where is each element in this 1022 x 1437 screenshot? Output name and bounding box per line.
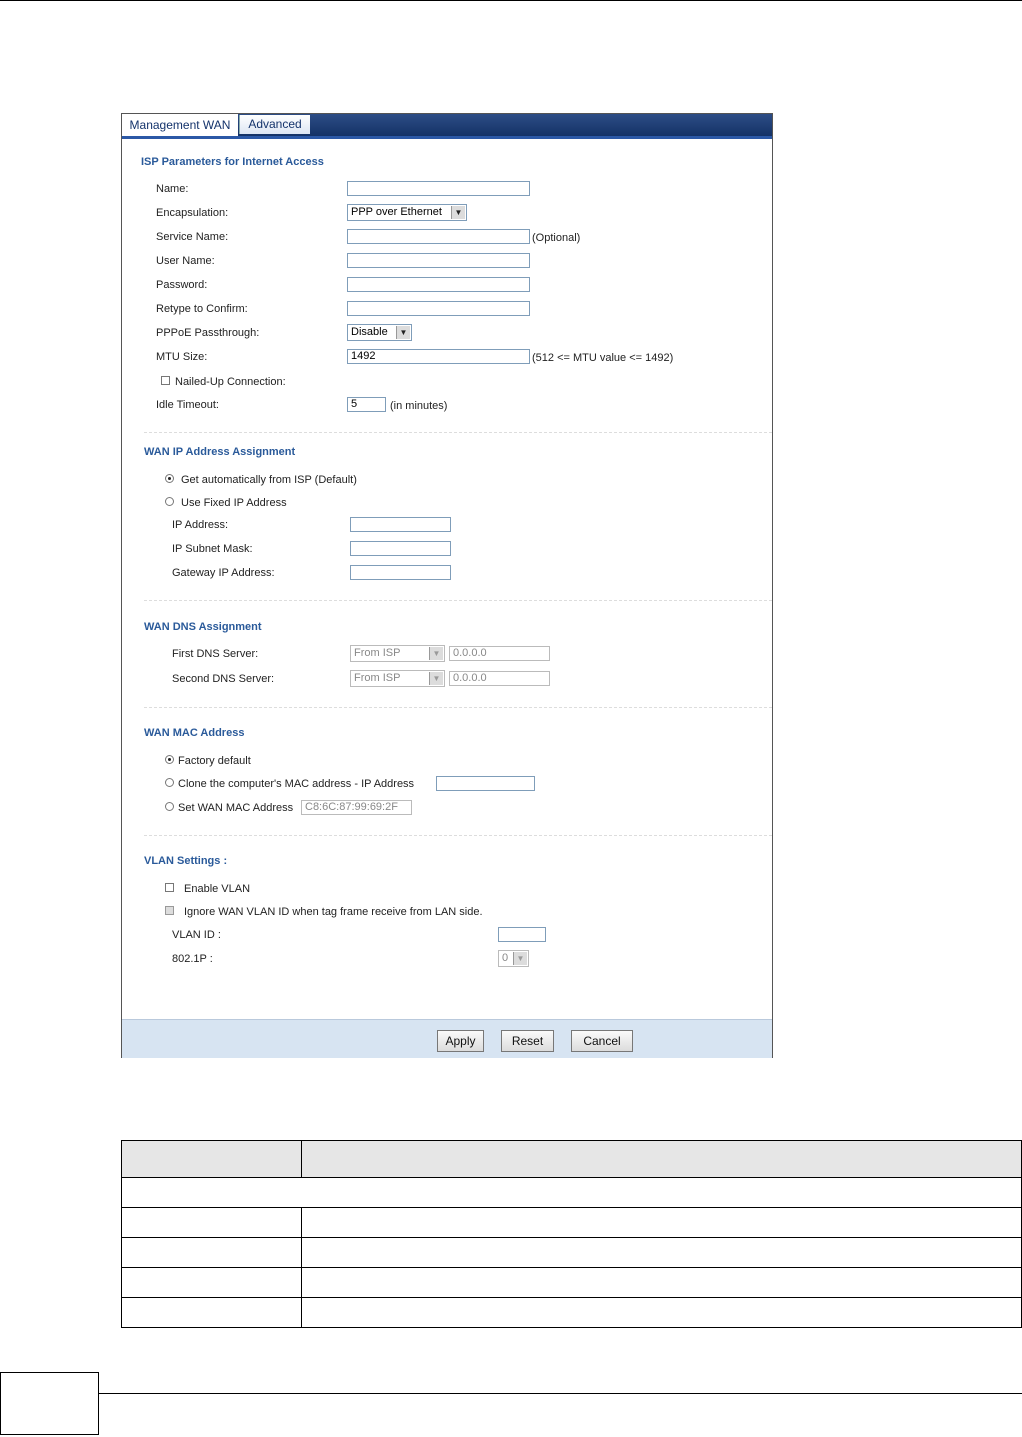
encapsulation-label: Encapsulation: (156, 207, 229, 219)
retype-label: Retype to Confirm: (156, 303, 248, 315)
divider (144, 432, 772, 434)
auto-ip-label: Get automatically from ISP (Default) (181, 474, 357, 486)
enable-vlan-checkbox[interactable] (165, 883, 174, 892)
chevron-down-icon: ▼ (429, 647, 443, 660)
second-dns-label: Second DNS Server: (172, 673, 275, 685)
table-row (122, 1178, 1022, 1208)
name-input[interactable] (347, 181, 530, 196)
ignore-vlan-label: Ignore WAN VLAN ID when tag frame receive from LAN side. (184, 906, 483, 918)
vlan-id-label: VLAN ID : (172, 929, 221, 941)
tab-management-wan[interactable]: Management WAN (122, 114, 238, 136)
table-cell (302, 1268, 1022, 1298)
clone-mac-label: Clone the computer's MAC address - IP Address (178, 778, 415, 790)
table-cell (122, 1208, 302, 1238)
service-name-hint: (Optional) (532, 232, 581, 244)
table-cell (122, 1298, 302, 1328)
tab-underline (122, 136, 772, 139)
table-header-cell (302, 1141, 1022, 1178)
mtu-hint: (512 <= MTU value <= 1492) (532, 352, 674, 364)
table-row (122, 1268, 1022, 1298)
retype-input[interactable] (347, 301, 530, 316)
vlan-id-input[interactable] (498, 927, 546, 942)
clone-mac-radio[interactable] (165, 778, 174, 787)
encapsulation-value: PPP over Ethernet (351, 206, 442, 218)
table-cell (302, 1238, 1022, 1268)
mtu-input[interactable]: 1492 (347, 349, 530, 364)
vlan-section-title: VLAN Settings : (144, 855, 228, 867)
isp-section-title: ISP Parameters for Internet Access (141, 156, 324, 168)
clone-ip-input[interactable] (436, 776, 535, 791)
table-row (122, 1238, 1022, 1268)
set-mac-input[interactable]: C8:6C:87:99:69:2F (301, 800, 412, 815)
idle-timeout-input[interactable]: 5 (347, 397, 386, 412)
page-top-rule (0, 0, 1022, 1)
encapsulation-select[interactable] (347, 204, 467, 221)
gateway-label: Gateway IP Address: (172, 567, 275, 579)
service-name-input[interactable] (347, 229, 530, 244)
first-dns-label: First DNS Server: (172, 648, 259, 660)
set-mac-label: Set WAN MAC Address (178, 802, 294, 814)
password-input[interactable] (347, 277, 530, 292)
idle-timeout-label: Idle Timeout: (156, 399, 219, 411)
ip-address-label: IP Address: (172, 519, 229, 531)
fixed-ip-radio[interactable] (165, 497, 174, 506)
factory-default-label: Factory default (178, 755, 251, 767)
second-dns-mode-select[interactable] (350, 670, 445, 687)
p8021-value: 0 (502, 952, 509, 964)
apply-button[interactable]: Apply (437, 1030, 484, 1052)
field-description-table (121, 1140, 1022, 1328)
table-cell (122, 1178, 1022, 1208)
ip-address-input[interactable] (350, 517, 451, 532)
subnet-mask-label: IP Subnet Mask: (172, 543, 253, 555)
table-row (122, 1208, 1022, 1238)
nailed-up-label: Nailed-Up Connection: (175, 376, 286, 388)
first-dns-input[interactable]: 0.0.0.0 (449, 646, 550, 661)
wan-mac-section-title: WAN MAC Address (144, 727, 245, 739)
divider (144, 707, 772, 709)
name-label: Name: (156, 183, 189, 195)
table-cell (122, 1268, 302, 1298)
first-dns-mode: From ISP (354, 647, 401, 659)
enable-vlan-label: Enable VLAN (184, 883, 251, 895)
wan-ip-section-title: WAN IP Address Assignment (144, 446, 296, 458)
pppoe-passthrough-select[interactable] (347, 324, 412, 341)
wan-settings-panel (121, 113, 773, 1058)
user-name-label: User Name: (156, 255, 215, 267)
divider (144, 600, 772, 602)
table-cell (122, 1238, 302, 1268)
footer-rule (99, 1393, 1022, 1394)
chevron-down-icon: ▼ (396, 326, 410, 339)
p8021-select[interactable] (498, 950, 529, 967)
tab-advanced[interactable]: Advanced (239, 115, 310, 134)
chevron-down-icon: ▼ (513, 952, 527, 965)
chevron-down-icon: ▼ (429, 672, 443, 685)
table-header-row (122, 1141, 1022, 1178)
gateway-input[interactable] (350, 565, 451, 580)
pppoe-passthrough-value: Disable (351, 326, 388, 338)
nailed-up-checkbox[interactable] (161, 376, 170, 385)
first-dns-mode-select[interactable] (350, 645, 445, 662)
table-row (122, 1298, 1022, 1328)
tab-bar (122, 114, 772, 136)
table-cell (302, 1208, 1022, 1238)
table-header-cell (122, 1141, 302, 1178)
auto-ip-radio[interactable] (165, 474, 174, 483)
pppoe-passthrough-label: PPPoE Passthrough: (156, 327, 260, 339)
factory-default-radio[interactable] (165, 755, 174, 764)
page-number-box (0, 1372, 99, 1435)
ignore-vlan-checkbox[interactable] (165, 906, 174, 915)
table-cell (302, 1298, 1022, 1328)
chevron-down-icon: ▼ (451, 206, 465, 219)
second-dns-mode: From ISP (354, 672, 401, 684)
password-label: Password: (156, 279, 208, 291)
user-name-input[interactable] (347, 253, 530, 268)
cancel-button[interactable]: Cancel (571, 1030, 633, 1052)
service-name-label: Service Name: (156, 231, 229, 243)
wan-dns-section-title: WAN DNS Assignment (144, 621, 262, 633)
divider (144, 835, 772, 837)
subnet-mask-input[interactable] (350, 541, 451, 556)
fixed-ip-label: Use Fixed IP Address (181, 497, 287, 509)
set-mac-radio[interactable] (165, 802, 174, 811)
idle-timeout-hint: (in minutes) (390, 400, 448, 412)
mtu-label: MTU Size: (156, 351, 208, 363)
button-bar (122, 1019, 772, 1058)
second-dns-input[interactable]: 0.0.0.0 (449, 671, 550, 686)
p8021-label: 802.1P : (172, 953, 213, 965)
reset-button[interactable]: Reset (501, 1030, 554, 1052)
